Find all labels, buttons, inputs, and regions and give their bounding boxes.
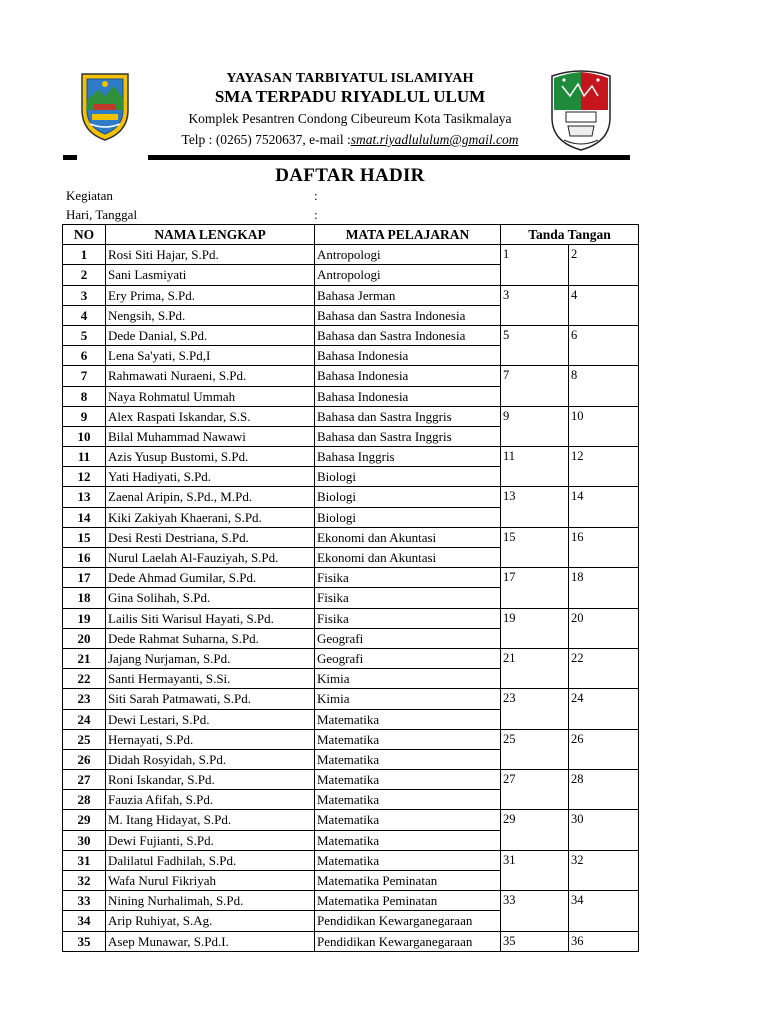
signature-cell-right[interactable]: 22 (569, 648, 639, 688)
subject-name: Matematika (315, 770, 501, 790)
teacher-name: Yati Hadiyati, S.Pd. (106, 467, 315, 487)
attendance-body (63, 245, 639, 952)
teacher-name: Santi Hermayanti, S.Si. (106, 669, 315, 689)
subject-name: Matematika (315, 790, 501, 810)
subject-name: Matematika Peminatan (315, 871, 501, 891)
kegiatan-label: Kegiatan (66, 188, 113, 203)
table-header-row (63, 225, 639, 245)
row-number: 19 (63, 608, 106, 628)
signature-cell-left[interactable]: 3 (501, 285, 569, 325)
signature-cell-right[interactable]: 14 (569, 487, 639, 527)
teacher-name: Bilal Muhammad Nawawi (106, 426, 315, 446)
teacher-name: Gina Solihah, S.Pd. (106, 588, 315, 608)
teacher-name: Dede Rahmat Suharna, S.Pd. (106, 628, 315, 648)
signature-cell-right[interactable]: 20 (569, 608, 639, 648)
row-number: 16 (63, 548, 106, 568)
row-number: 13 (63, 487, 106, 507)
signature-cell-right[interactable]: 18 (569, 568, 639, 608)
table-row (63, 245, 639, 265)
subject-name: Bahasa Jerman (315, 285, 501, 305)
row-number: 32 (63, 871, 106, 891)
subject-name: Matematika (315, 749, 501, 769)
teacher-name: Kiki Zakiyah Khaerani, S.Pd. (106, 507, 315, 527)
teacher-name: Desi Resti Destriana, S.Pd. (106, 527, 315, 547)
teacher-name: Wafa Nurul Fikriyah (106, 871, 315, 891)
signature-cell-left[interactable]: 27 (501, 770, 569, 810)
kegiatan-row (66, 188, 318, 204)
row-number: 35 (63, 931, 106, 951)
subject-name: Pendidikan Kewarganegaraan (315, 911, 501, 931)
row-number: 26 (63, 749, 106, 769)
subject-name: Fisika (315, 588, 501, 608)
row-number: 3 (63, 285, 106, 305)
signature-cell-left[interactable]: 19 (501, 608, 569, 648)
row-number: 10 (63, 426, 106, 446)
row-number: 1 (63, 245, 106, 265)
teacher-name: Dewi Fujianti, S.Pd. (106, 830, 315, 850)
row-number: 20 (63, 628, 106, 648)
teacher-name: Dede Danial, S.Pd. (106, 325, 315, 345)
signature-cell-right[interactable]: 34 (569, 891, 639, 931)
subject-name: Bahasa Indonesia (315, 346, 501, 366)
teacher-name: Rosi Siti Hajar, S.Pd. (106, 245, 315, 265)
row-number: 31 (63, 850, 106, 870)
signature-cell-right[interactable]: 8 (569, 366, 639, 406)
signature-cell-right[interactable]: 10 (569, 406, 639, 446)
row-number: 29 (63, 810, 106, 830)
table-row (63, 689, 639, 709)
subject-name: Matematika (315, 709, 501, 729)
teacher-name: Azis Yusup Bustomi, S.Pd. (106, 447, 315, 467)
table-row (63, 285, 639, 305)
teacher-name: Lailis Siti Warisul Hayati, S.Pd. (106, 608, 315, 628)
header-rule-left (63, 155, 77, 160)
header-rule (148, 155, 630, 160)
subject-name: Antropologi (315, 265, 501, 285)
row-number: 23 (63, 689, 106, 709)
school-contact (150, 130, 550, 150)
subject-name: Bahasa dan Sastra Indonesia (315, 305, 501, 325)
teacher-name: Asep Munawar, S.Pd.I. (106, 931, 315, 951)
signature-cell-left[interactable]: 35 (501, 931, 569, 951)
table-row (63, 527, 639, 547)
teacher-name: Siti Sarah Patmawati, S.Pd. (106, 689, 315, 709)
subject-name: Matematika (315, 810, 501, 830)
table-row (63, 770, 639, 790)
row-number: 27 (63, 770, 106, 790)
table-row (63, 648, 639, 668)
signature-cell-left[interactable]: 33 (501, 891, 569, 931)
signature-cell-left[interactable]: 29 (501, 810, 569, 850)
teacher-name: Hernayati, S.Pd. (106, 729, 315, 749)
signature-cell-left[interactable]: 11 (501, 447, 569, 487)
signature-cell-right[interactable]: 6 (569, 325, 639, 365)
table-row (63, 568, 639, 588)
signature-cell-right[interactable]: 26 (569, 729, 639, 769)
row-number: 11 (63, 447, 106, 467)
row-number: 8 (63, 386, 106, 406)
header-no: NO (63, 225, 106, 245)
row-number: 33 (63, 891, 106, 911)
table-row (63, 810, 639, 830)
subject-name: Bahasa dan Sastra Indonesia (315, 325, 501, 345)
teacher-name: Nengsih, S.Pd. (106, 305, 315, 325)
teacher-name: Roni Iskandar, S.Pd. (106, 770, 315, 790)
signature-cell-right[interactable]: 2 (569, 245, 639, 285)
teacher-name: Dalilatul Fadhilah, S.Pd. (106, 850, 315, 870)
row-number: 34 (63, 911, 106, 931)
row-number: 15 (63, 527, 106, 547)
signature-cell-left[interactable]: 13 (501, 487, 569, 527)
hari-tanggal-colon: : (314, 207, 318, 222)
signature-cell-left[interactable]: 5 (501, 325, 569, 365)
subject-name: Fisika (315, 608, 501, 628)
teacher-name: Lena Sa'yati, S.Pd,I (106, 346, 315, 366)
subject-name: Kimia (315, 669, 501, 689)
signature-cell-right[interactable]: 32 (569, 850, 639, 890)
subject-name: Pendidikan Kewarganegaraan (315, 931, 501, 951)
subject-name: Antropologi (315, 245, 501, 265)
school-address: Komplek Pesantren Condong Cibeureum Kota Tasikmalaya (188, 111, 512, 126)
signature-cell-right[interactable]: 12 (569, 447, 639, 487)
contact-email[interactable]: smat.riyadlululum@gmail.com (350, 132, 519, 147)
page-title: DAFTAR HADIR (275, 165, 425, 186)
signature-cell-left[interactable]: 17 (501, 568, 569, 608)
letterhead (0, 0, 768, 170)
signature-cell-left[interactable]: 9 (501, 406, 569, 446)
row-number: 17 (63, 568, 106, 588)
subject-name: Bahasa Indonesia (315, 366, 501, 386)
teacher-name: Fauzia Afifah, S.Pd. (106, 790, 315, 810)
school-emblem-logo (548, 66, 614, 152)
subject-name: Biologi (315, 507, 501, 527)
subject-name: Geografi (315, 648, 501, 668)
teacher-name: Didah Rosyidah, S.Pd. (106, 749, 315, 769)
row-number: 4 (63, 305, 106, 325)
teacher-name: Rahmawati Nuraeni, S.Pd. (106, 366, 315, 386)
table-row (63, 891, 639, 911)
signature-cell-left[interactable]: 21 (501, 648, 569, 688)
subject-name: Bahasa Inggris (315, 447, 501, 467)
table-row (63, 447, 639, 467)
subject-name: Ekonomi dan Akuntasi (315, 548, 501, 568)
subject-name: Ekonomi dan Akuntasi (315, 527, 501, 547)
city-crest-logo (78, 70, 132, 142)
signature-cell-left[interactable]: 23 (501, 689, 569, 729)
subject-name: Geografi (315, 628, 501, 648)
teacher-name: Sani Lasmiyati (106, 265, 315, 285)
foundation-name: YAYASAN TARBIYATUL ISLAMIYAH (226, 71, 474, 86)
table-row (63, 487, 639, 507)
row-number: 2 (63, 265, 106, 285)
table-row (63, 366, 639, 386)
signature-cell-right[interactable]: 28 (569, 770, 639, 810)
row-number: 30 (63, 830, 106, 850)
teacher-name: Arip Ruhiyat, S.Ag. (106, 911, 315, 931)
subject-name: Bahasa dan Sastra Inggris (315, 426, 501, 446)
teacher-name: Alex Raspati Iskandar, S.S. (106, 406, 315, 426)
row-number: 12 (63, 467, 106, 487)
teacher-name: Jajang Nurjaman, S.Pd. (106, 648, 315, 668)
signature-cell-left[interactable]: 25 (501, 729, 569, 769)
signature-cell-right[interactable]: 24 (569, 689, 639, 729)
subject-name: Matematika Peminatan (315, 891, 501, 911)
attendance-table (62, 224, 639, 952)
teacher-name: M. Itang Hidayat, S.Pd. (106, 810, 315, 830)
row-number: 5 (63, 325, 106, 345)
subject-name: Biologi (315, 467, 501, 487)
row-number: 25 (63, 729, 106, 749)
subject-name: Bahasa dan Sastra Inggris (315, 406, 501, 426)
table-row (63, 325, 639, 345)
teacher-name: Dede Ahmad Gumilar, S.Pd. (106, 568, 315, 588)
header-signature: Tanda Tangan (501, 225, 639, 245)
row-number: 22 (63, 669, 106, 689)
teacher-name: Nurul Laelah Al-Fauziyah, S.Pd. (106, 548, 315, 568)
signature-cell-left[interactable]: 31 (501, 850, 569, 890)
signature-cell-right[interactable]: 30 (569, 810, 639, 850)
table-row (63, 608, 639, 628)
signature-cell-left[interactable]: 15 (501, 527, 569, 567)
subject-name: Matematika (315, 729, 501, 749)
row-number: 18 (63, 588, 106, 608)
row-number: 28 (63, 790, 106, 810)
row-number: 24 (63, 709, 106, 729)
subject-name: Fisika (315, 568, 501, 588)
kegiatan-colon: : (314, 188, 318, 203)
subject-name: Matematika (315, 830, 501, 850)
row-number: 6 (63, 346, 106, 366)
signature-cell-right[interactable]: 36 (569, 931, 639, 951)
signature-cell-left[interactable]: 7 (501, 366, 569, 406)
subject-name: Biologi (315, 487, 501, 507)
table-row (63, 406, 639, 426)
hari-tanggal-row (66, 207, 318, 223)
table-row (63, 931, 639, 951)
hari-tanggal-label: Hari, Tanggal (66, 207, 138, 222)
header-name: NAMA LENGKAP (106, 225, 315, 245)
signature-cell-right[interactable]: 16 (569, 527, 639, 567)
table-row (63, 850, 639, 870)
subject-name: Bahasa Indonesia (315, 386, 501, 406)
teacher-name: Ery Prima, S.Pd. (106, 285, 315, 305)
row-number: 14 (63, 507, 106, 527)
signature-cell-left[interactable]: 1 (501, 245, 569, 285)
subject-name: Matematika (315, 850, 501, 870)
row-number: 21 (63, 648, 106, 668)
teacher-name: Zaenal Aripin, S.Pd., M.Pd. (106, 487, 315, 507)
teacher-name: Dewi Lestari, S.Pd. (106, 709, 315, 729)
teacher-name: Naya Rohmatul Ummah (106, 386, 315, 406)
contact-phone: Telp : (0265) 7520637, e-mail : (181, 132, 351, 147)
subject-name: Kimia (315, 689, 501, 709)
row-number: 9 (63, 406, 106, 426)
row-number: 7 (63, 366, 106, 386)
header-subject: MATA PELAJARAN (315, 225, 501, 245)
signature-cell-right[interactable]: 4 (569, 285, 639, 325)
teacher-name: Nining Nurhalimah, S.Pd. (106, 891, 315, 911)
school-name: SMA TERPADU RIYADLUL ULUM (214, 87, 486, 106)
table-row (63, 729, 639, 749)
